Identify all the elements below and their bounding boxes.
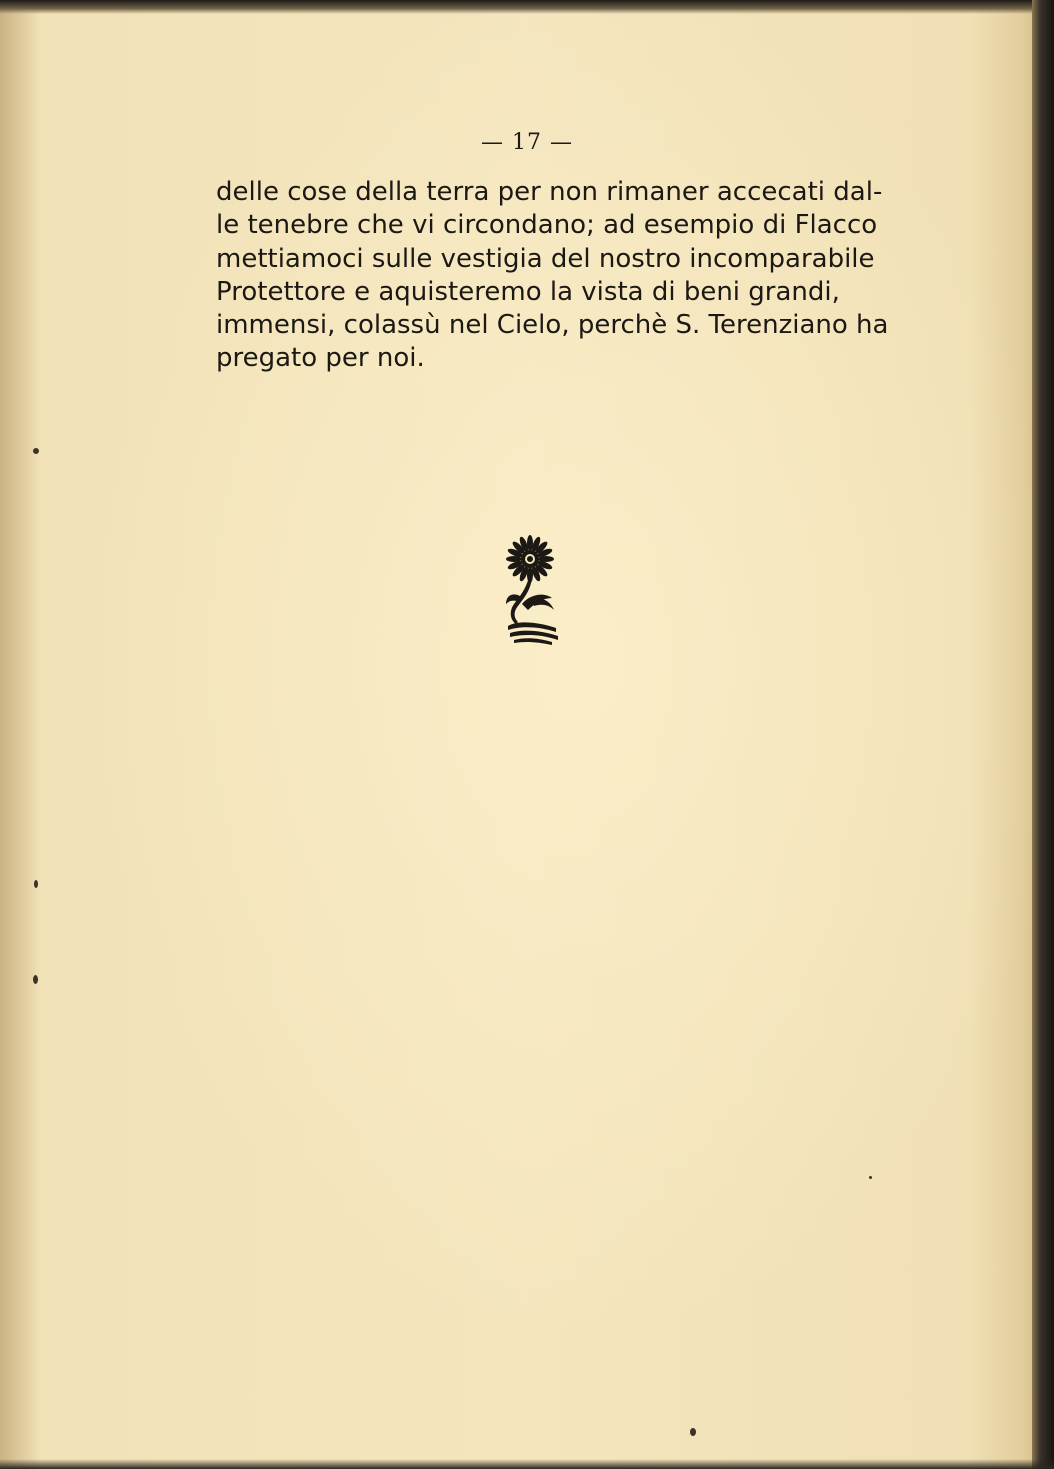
paragraph-line: pregato per noi. — [216, 343, 425, 374]
paragraph-line: immensi, colassù nel Cielo, perchè S. Terenziano ha — [216, 310, 889, 341]
bottom-edge — [0, 1459, 1054, 1469]
print-speck — [869, 1176, 872, 1179]
page-number: — 17 — — [481, 130, 573, 155]
spine-shadow — [0, 0, 40, 1469]
paragraph-line: Protettore e aquisteremo la vista di beni grandi, — [216, 276, 840, 307]
print-speck — [33, 975, 38, 984]
sunflower-ornament-icon — [498, 534, 562, 646]
page-right-edge — [1032, 0, 1054, 1469]
print-speck — [690, 1428, 696, 1436]
paragraph-line: mettiamoci sulle vestigia del nostro incomparabile — [216, 243, 875, 274]
print-speck — [34, 880, 38, 888]
paragraph-line: delle cose della terra per non rimaner accecati dal- — [216, 177, 883, 207]
top-edge — [0, 0, 1054, 14]
paragraph-line: le tenebre che vi circondano; ad esempio di Flacco — [216, 210, 878, 241]
paragraph — [216, 176, 889, 376]
print-speck — [33, 448, 39, 454]
